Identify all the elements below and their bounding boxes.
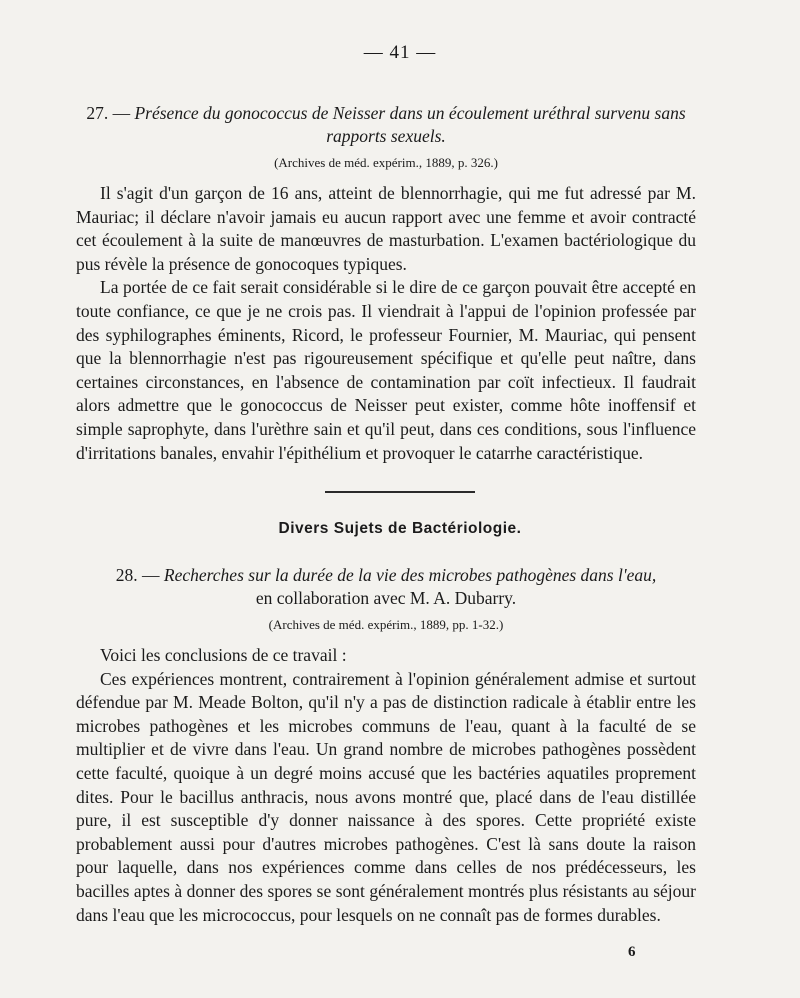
article-27-title-text: Présence du gonococcus de Neisser dans un écoulement uréthral survenu sans rapports sexuels.	[134, 103, 686, 146]
article-28-paragraph-1: Voici les conclusions de ce travail :	[100, 645, 347, 665]
article-27-paragraph-2: La portée de ce fait serait considérable si le dire de ce garçon pouvait être accepté en toute confiance, ce que je ne crois pas. Il viendrait à l'appui de l'opinion professée par des syphilographes éminents, Ricord, le professeur Fournier, M. Mauriac, qui pensent que la blennorrhagie n'est pas rigoureusement spécifique et qu'elle peut naître, dans certaines circonstances, en l'absence de contamination par coït infectieux. Il faudrait alors admettre que le gonococcus de Neisser peut exister, comme hôte inoffensif et simple saprophyte, dans l'urèthre sain et qu'il peut, dans ces conditions, sous l'influence d'irritations banales, envahir l'épithélium et provoquer le catarrhe caractéristique.	[76, 277, 696, 463]
article-27-title	[76, 102, 696, 148]
article-28	[76, 564, 696, 927]
article-27-number: 27. —	[86, 103, 131, 123]
article-28-source: (Archives de méd. expérim., 1889, pp. 1-32.)	[268, 617, 504, 632]
page-number: 6	[628, 944, 636, 960]
article-27-source: (Archives de méd. expérim., 1889, p. 326.)	[274, 155, 498, 170]
section-title: Divers Sujets de Bactériologie.	[278, 520, 522, 537]
article-27	[76, 102, 696, 465]
section-divider	[325, 491, 475, 493]
article-28-paragraph-2: Ces expériences montrent, contrairement à l'opinion généralement admise et surtout défendue par M. Meade Bolton, qu'il n'y a pas de distinction radicale à établir entre les microbes pathogènes et les microbes communs de l'eau, quant à la faculté de se multiplier et de vivre dans l'eau. Un grand nombre de microbes pathogènes possèdent cette faculté, quoique à un degré moins accusé que les bactéries aquatiles proprement dites. Pour le bacillus anthracis, nous avons montré que, placé dans de l'eau distillée pure, il est susceptible d'y donner naissance à des spores. Cette propriété existe probablement aussi pour d'autres microbes pathogènes. C'est là sans doute la raison pour laquelle, dans nos expériences comme dans celles de nos prédécesseurs, les bacilles aptes à donner des spores se sont généralement montrés plus résistants au séjour dans l'eau que les micrococcus, pour lesquels on ne connaît pas de formes durables.	[76, 668, 696, 925]
article-28-title	[76, 564, 696, 587]
article-28-number: 28. —	[115, 565, 160, 585]
article-28-collaboration: en collaboration avec M. A. Dubarry.	[255, 588, 517, 608]
page-header: — 41 —	[363, 42, 437, 63]
article-27-paragraph-1: Il s'agit d'un garçon de 16 ans, atteint de blennorrhagie, qui me fut adressé par M. Mauriac; il déclare n'avoir jamais eu aucun rapport avec une femme et avoir contracté cet écoulement à la suite de manœuvres de masturbation. L'examen bactériologique du pus révèle la présence de gonocoques typiques.	[76, 183, 696, 274]
article-28-title-text: Recherches sur la durée de la vie des microbes pathogènes dans l'eau,	[163, 565, 657, 585]
